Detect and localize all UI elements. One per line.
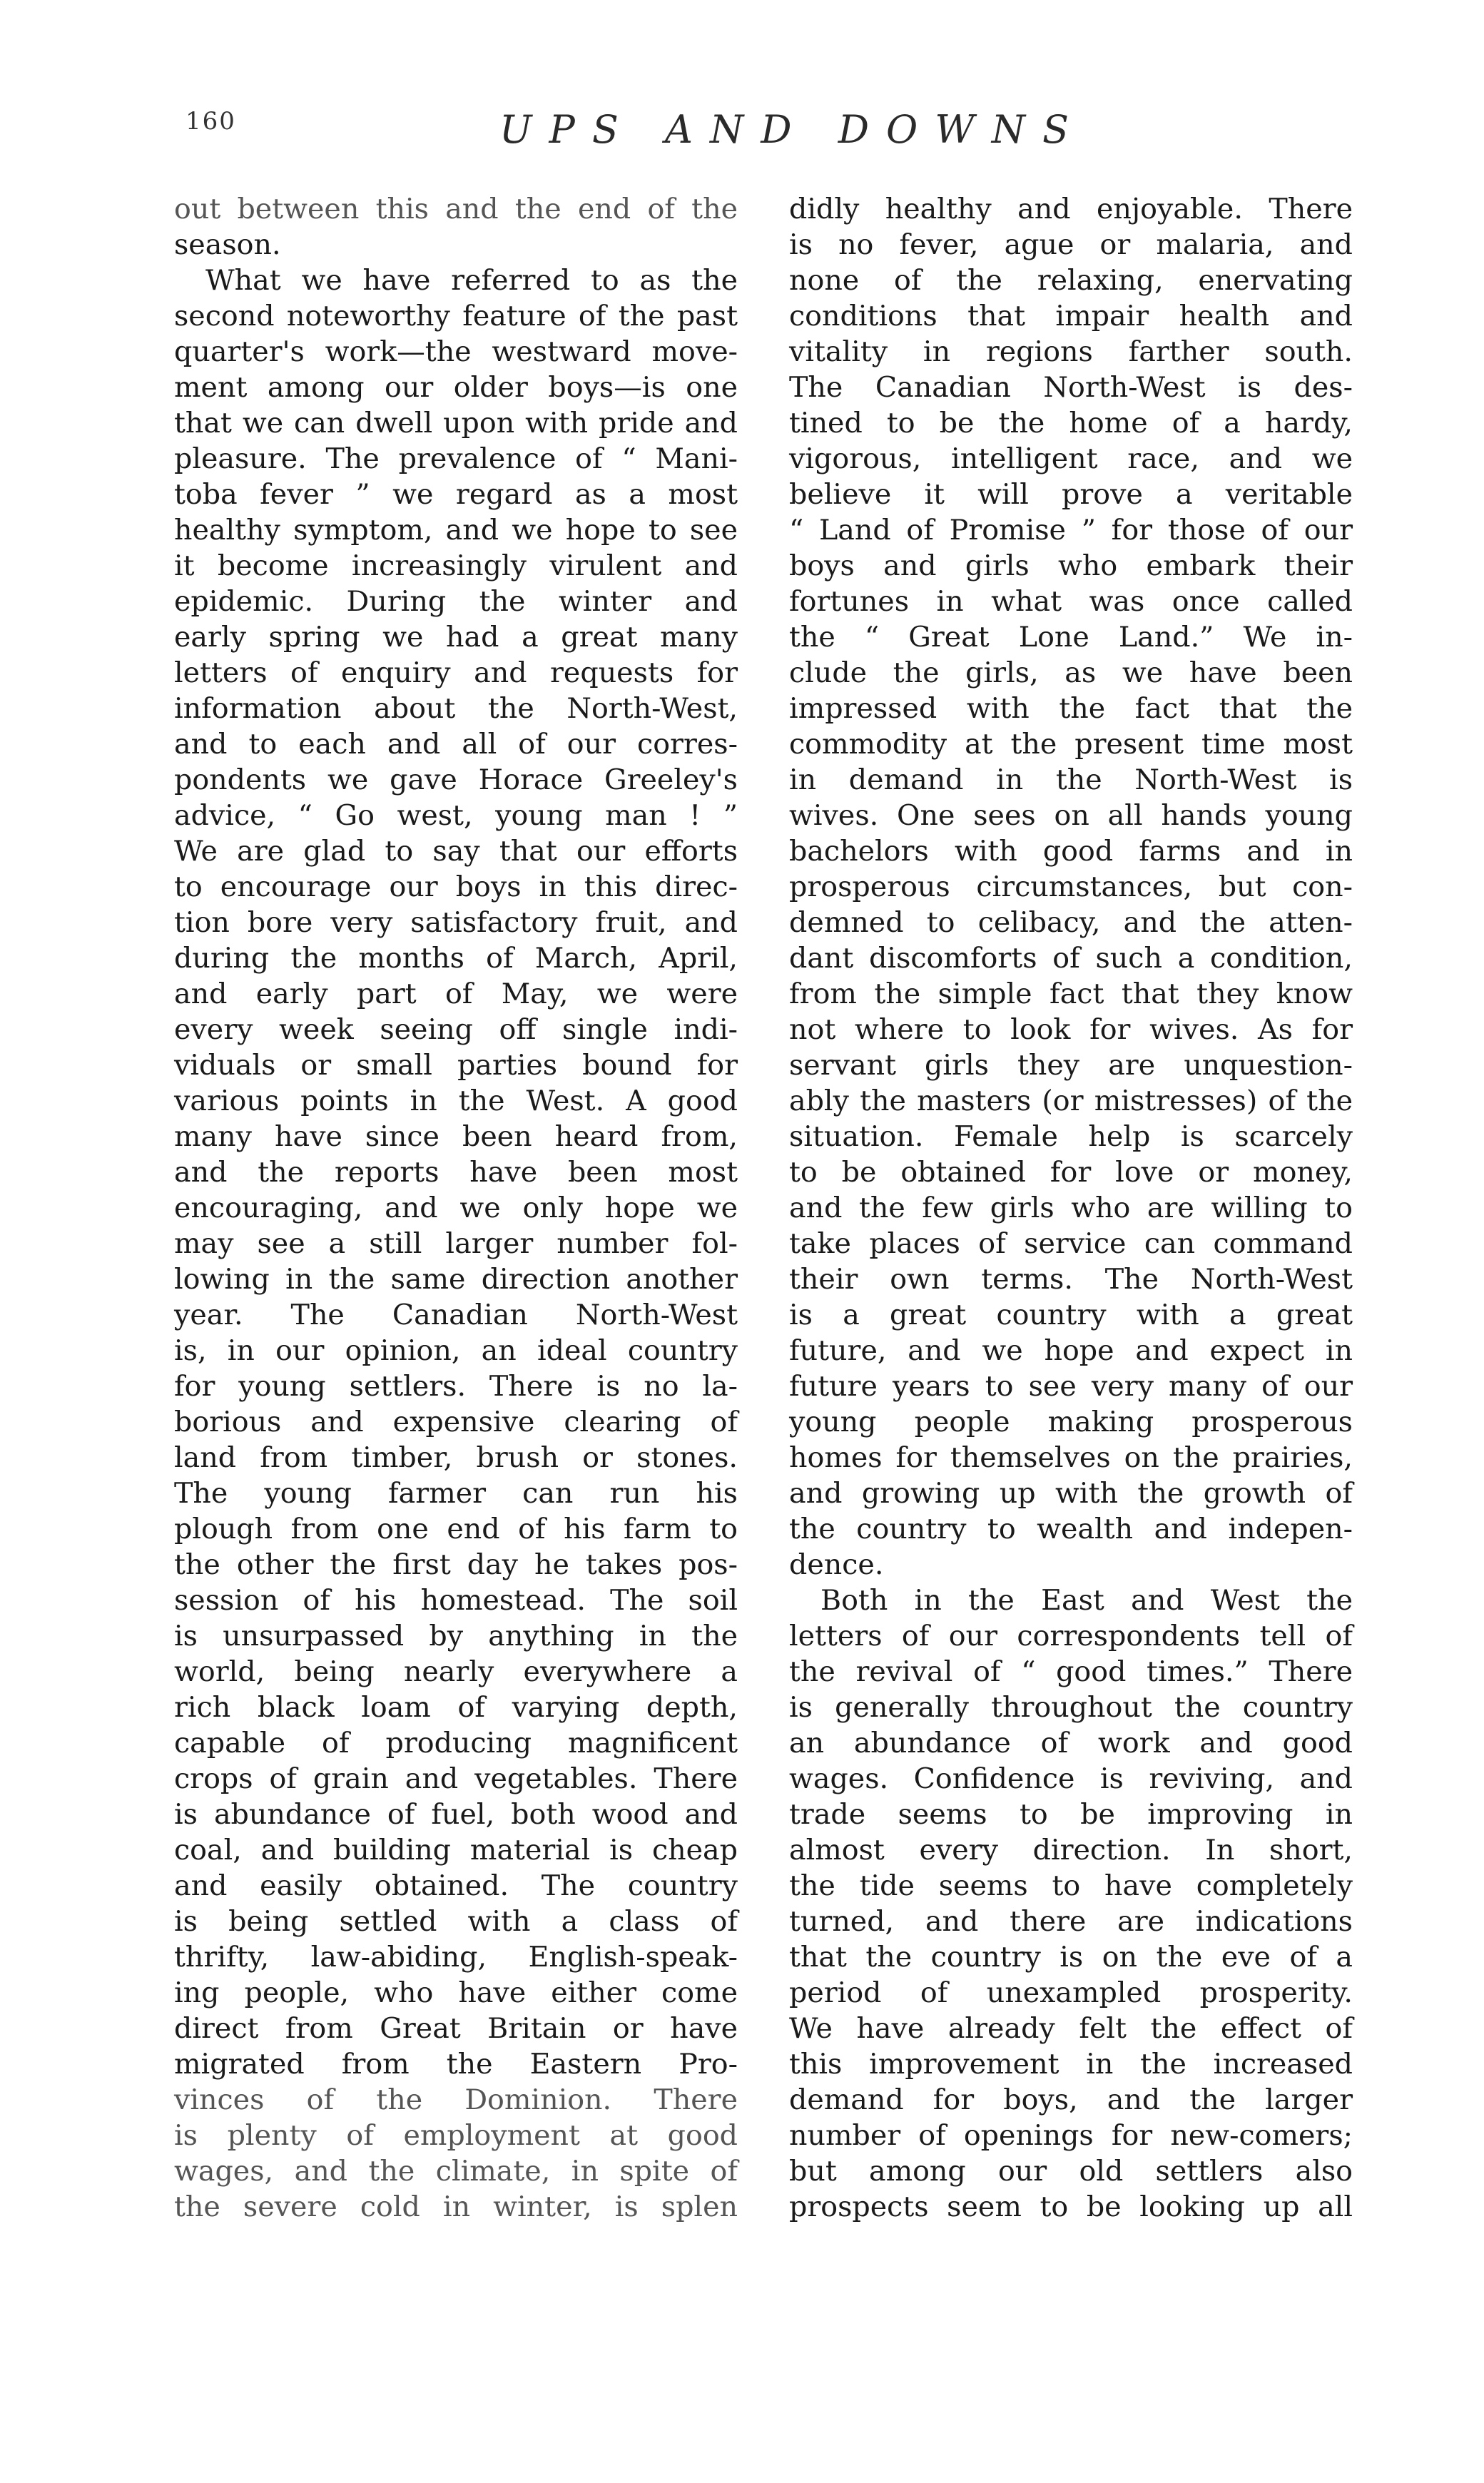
- text-line: out between this and the end of the: [174, 193, 738, 225]
- text-line: demned to celibacy, and the atten-: [789, 906, 1353, 939]
- text-line: turned, and there are indications: [789, 1905, 1353, 1938]
- text-line: thrifty, law-abiding, English-speak-: [174, 1941, 738, 1974]
- text-line: homes for themselves on the prairies,: [789, 1441, 1353, 1474]
- text-line: the country to wealth and indepen-: [789, 1513, 1353, 1545]
- text-line: ment among our older boys—is one: [174, 371, 738, 404]
- text-line: many have since been heard from,: [174, 1120, 738, 1153]
- text-line: wives. One sees on all hands young: [789, 799, 1353, 832]
- text-line: toba fever ” we regard as a most: [174, 478, 738, 511]
- text-line: letters of enquiry and requests for: [174, 656, 738, 689]
- text-line: number of openings for new-comers;: [789, 2119, 1353, 2152]
- text-line: early spring we had a great many: [174, 621, 738, 654]
- text-line: not where to look for wives. As for: [789, 1013, 1353, 1046]
- text-line: period of unexampled prosperity.: [789, 1976, 1353, 2009]
- text-line: future years to see very many of our: [789, 1370, 1353, 1403]
- text-line: and the few girls who are willing to: [789, 1192, 1353, 1224]
- text-line: and the reports have been most: [174, 1156, 738, 1189]
- text-line: vitality in regions farther south.: [789, 335, 1353, 368]
- text-line: The Canadian North-West is des-: [789, 371, 1353, 404]
- text-line: tion bore very satisfactory fruit, and: [174, 906, 738, 939]
- text-line: is generally throughout the country: [789, 1691, 1353, 1724]
- text-line: Both in the East and West the: [820, 1584, 1353, 1617]
- text-line: conditions that impair health and: [789, 300, 1353, 332]
- text-line: during the months of March, April,: [174, 942, 738, 975]
- text-line: ably the masters (or mistresses) of the: [789, 1085, 1353, 1117]
- text-line: letters of our correspondents tell of: [789, 1620, 1353, 1652]
- text-line: commodity at the present time most: [789, 728, 1353, 761]
- left-column: [174, 191, 738, 2225]
- text-line: pondents we gave Horace Greeley's: [174, 763, 738, 796]
- text-line: is plenty of employment at good: [174, 2119, 738, 2152]
- text-line: and early part of May, we were: [174, 978, 738, 1010]
- text-line: almost every direction. In short,: [789, 1834, 1353, 1867]
- text-line: vigorous, intelligent race, and we: [789, 442, 1353, 475]
- text-line: encouraging, and we only hope we: [174, 1192, 738, 1224]
- text-line: vinces of the Dominion. There: [174, 2083, 738, 2116]
- text-line: land from timber, brush or stones.: [174, 1441, 738, 1474]
- text-line: second noteworthy feature of the past: [174, 300, 738, 332]
- text-line: is, in our opinion, an ideal country: [174, 1334, 738, 1367]
- text-line: is no fever, ague or malaria, and: [789, 228, 1353, 261]
- text-line: What we have referred to as the: [205, 264, 738, 297]
- text-line: is abundance of fuel, both wood and: [174, 1798, 738, 1831]
- text-line: rich black loam of varying depth,: [174, 1691, 738, 1724]
- text-line: fortunes in what was once called: [789, 585, 1353, 618]
- text-line: advice, “ Go west, young man ! ”: [174, 799, 738, 832]
- text-line: future, and we hope and expect in: [789, 1334, 1353, 1367]
- text-line: migrated from the Eastern Pro-: [174, 2048, 738, 2081]
- text-line: is being settled with a class of: [174, 1905, 738, 1938]
- text-line: impressed with the fact that the: [789, 692, 1353, 725]
- text-line: may see a still larger number fol-: [174, 1227, 738, 1260]
- text-line: and easily obtained. The country: [174, 1869, 738, 1902]
- text-line: it become increasingly virulent and: [174, 549, 738, 582]
- text-line: an abundance of work and good: [789, 1727, 1353, 1760]
- text-line: the “ Great Lone Land.” We in-: [789, 621, 1353, 654]
- text-line: world, being nearly everywhere a: [174, 1655, 738, 1688]
- page-header: [186, 107, 1356, 150]
- text-line: is a great country with a great: [789, 1299, 1353, 1331]
- text-line: dant discomforts of such a condition,: [789, 942, 1353, 975]
- text-line: prospects seem to be looking up all: [789, 2190, 1353, 2223]
- text-line: wages, and the climate, in spite of: [174, 2155, 738, 2188]
- text-line: ing people, who have either come: [174, 1976, 738, 2009]
- text-line: year. The Canadian North-West: [174, 1299, 738, 1331]
- text-line: to be obtained for love or money,: [789, 1156, 1353, 1189]
- text-line: bachelors with good farms and in: [789, 835, 1353, 868]
- text-line: situation. Female help is scarcely: [789, 1120, 1353, 1153]
- text-line: borious and expensive clearing of: [174, 1406, 738, 1438]
- running-head: UPS AND DOWNS: [499, 107, 1087, 152]
- text-line: the tide seems to have completely: [789, 1869, 1353, 1902]
- text-line: quarter's work—the westward move-: [174, 335, 738, 368]
- text-line: session of his homestead. The soil: [174, 1584, 738, 1617]
- text-line: dence.: [789, 1548, 884, 1581]
- text-line: pleasure. The prevalence of “ Mani-: [174, 442, 738, 475]
- text-line: coal, and building material is cheap: [174, 1834, 738, 1867]
- text-line: the revival of “ good times.” There: [789, 1655, 1353, 1688]
- text-line: plough from one end of his farm to: [174, 1513, 738, 1545]
- text-line: didly healthy and enjoyable. There: [789, 193, 1353, 225]
- text-line: that the country is on the eve of a: [789, 1941, 1353, 1974]
- text-line: demand for boys, and the larger: [789, 2083, 1353, 2116]
- right-column: [789, 191, 1353, 2225]
- text-line: various points in the West. A good: [174, 1085, 738, 1117]
- text-line: take places of service can command: [789, 1227, 1353, 1260]
- text-line: is unsurpassed by anything in the: [174, 1620, 738, 1652]
- text-line: the severe cold in winter, is splen: [174, 2190, 738, 2223]
- text-line: and growing up with the growth of: [789, 1477, 1353, 1510]
- text-line: lowing in the same direction another: [174, 1263, 738, 1296]
- text-line: young people making prosperous: [789, 1406, 1353, 1438]
- text-line: wages. Confidence is reviving, and: [789, 1762, 1353, 1795]
- text-line: information about the North-West,: [174, 692, 738, 725]
- text-line: to encourage our boys in this direc-: [174, 870, 738, 903]
- text-line: their own terms. The North-West: [789, 1263, 1353, 1296]
- text-line: and to each and all of our corres-: [174, 728, 738, 761]
- text-line: crops of grain and vegetables. There: [174, 1762, 738, 1795]
- text-line: the other the first day he takes pos-: [174, 1548, 738, 1581]
- text-line: prosperous circumstances, but con-: [789, 870, 1353, 903]
- text-line: in demand in the North-West is: [789, 763, 1353, 796]
- text-line: for young settlers. There is no la-: [174, 1370, 738, 1403]
- text-line: capable of producing magnificent: [174, 1727, 738, 1760]
- text-line: viduals or small parties bound for: [174, 1049, 738, 1082]
- text-line: season.: [174, 228, 281, 261]
- text-line: this improvement in the increased: [789, 2048, 1353, 2081]
- text-line: tined to be the home of a hardy,: [789, 407, 1353, 440]
- text-line: healthy symptom, and we hope to see: [174, 514, 738, 547]
- text-line: that we can dwell upon with pride and: [174, 407, 738, 440]
- text-line: servant girls they are unquestion-: [789, 1049, 1353, 1082]
- text-line: epidemic. During the winter and: [174, 585, 738, 618]
- text-line: but among our old settlers also: [789, 2155, 1353, 2188]
- text-line: “ Land of Promise ” for those of our: [789, 514, 1353, 547]
- page-number: 160: [186, 107, 236, 136]
- text-line: trade seems to be improving in: [789, 1798, 1353, 1831]
- text-line: believe it will prove a veritable: [789, 478, 1353, 511]
- text-line: none of the relaxing, enervating: [789, 264, 1353, 297]
- text-line: every week seeing off single indi-: [174, 1013, 738, 1046]
- text-line: from the simple fact that they know: [789, 978, 1353, 1010]
- text-line: direct from Great Britain or have: [174, 2012, 738, 2045]
- text-line: clude the girls, as we have been: [789, 656, 1353, 689]
- text-line: The young farmer can run his: [174, 1477, 738, 1510]
- text-line: We have already felt the effect of: [789, 2012, 1353, 2045]
- text-line: boys and girls who embark their: [789, 549, 1353, 582]
- text-line: We are glad to say that our efforts: [174, 835, 738, 868]
